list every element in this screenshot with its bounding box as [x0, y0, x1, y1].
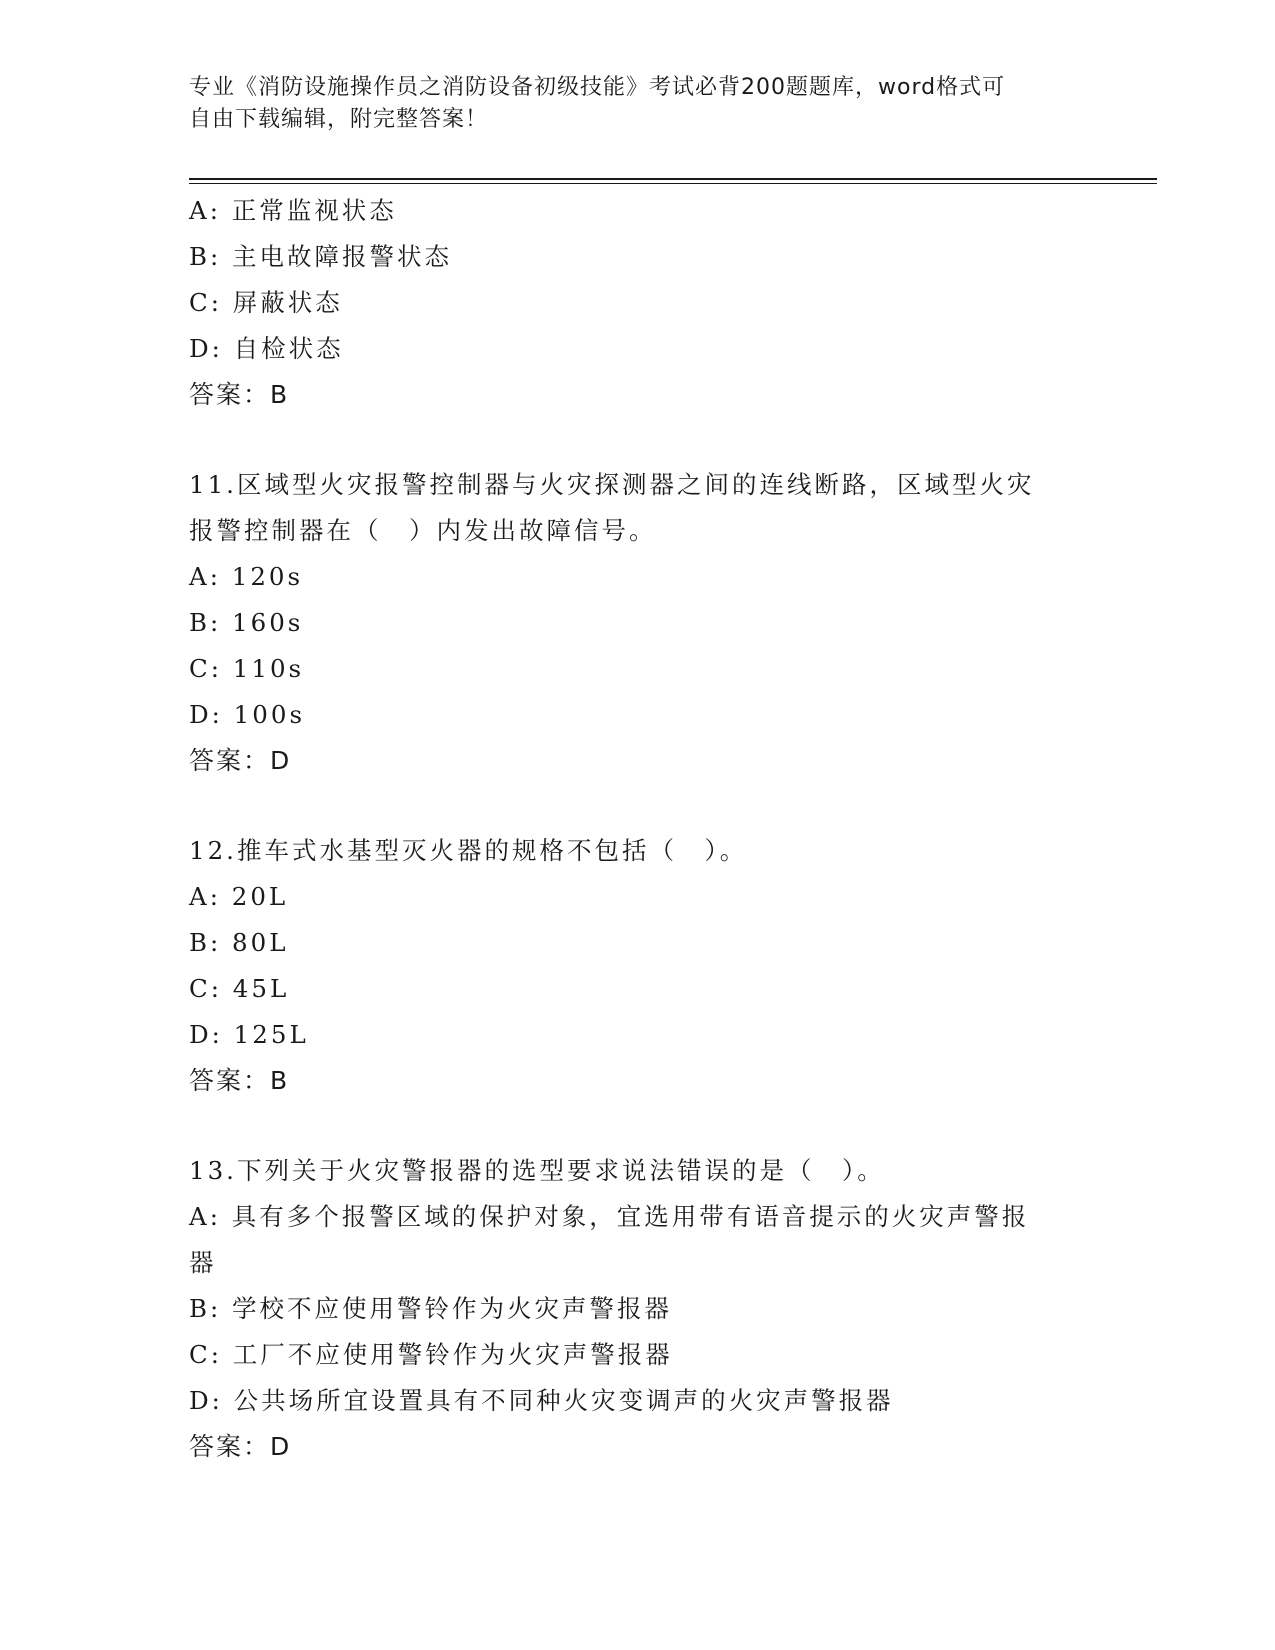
option-c: C: 屏蔽状态: [189, 288, 343, 317]
option-a: A: 正常监视状态: [189, 196, 397, 225]
header-line-1: 专业《消防设施操作员之消防设备初级技能》考试必背200题题库，word格式可: [189, 75, 1006, 100]
option-d: D: 自检状态: [189, 334, 344, 363]
spacer: [189, 418, 1089, 462]
question-11: [189, 462, 1089, 784]
question-13: [189, 1148, 1089, 1470]
option-a: A: 120s: [189, 562, 304, 591]
spacer: [189, 1104, 1089, 1148]
option-d: D: 125L: [189, 1020, 309, 1049]
header-line-2: 自由下载编辑，附完整答案！: [189, 107, 489, 132]
option-a: A: 20L: [189, 882, 289, 911]
question-text-line-2: 报警控制器在（ ）内发出故障信号。: [189, 516, 657, 545]
option-c: C: 工厂不应使用警铃作为火灾声警报器: [189, 1340, 673, 1369]
option-a-line-1: A: 具有多个报警区域的保护对象，宜选用带有语音提示的火灾声警报: [189, 1202, 1030, 1231]
question-12: [189, 828, 1089, 1104]
question-list: [189, 188, 1089, 1470]
option-b: B: 学校不应使用警铃作为火灾声警报器: [189, 1294, 673, 1323]
option-d: D: 公共场所宜设置具有不同种火灾变调声的火灾声警报器: [189, 1386, 894, 1415]
header-divider-thin: [189, 183, 1157, 184]
spacer: [189, 784, 1089, 828]
answer-line: 答案：B: [189, 1066, 290, 1095]
question-text-line-1: 13.下列关于火灾警报器的选型要求说法错误的是（ ）。: [189, 1156, 885, 1185]
option-d: D: 100s: [189, 700, 306, 729]
document-header: [189, 72, 1089, 136]
answer-line: 答案：D: [189, 1432, 292, 1461]
option-b: B: 主电故障报警状态: [189, 242, 453, 271]
question-10: [189, 188, 1089, 418]
option-b: B: 80L: [189, 928, 289, 957]
header-divider-thick: [189, 178, 1157, 180]
answer-line: 答案：B: [189, 380, 290, 409]
question-text-line-1: 12.推车式水基型灭火器的规格不包括（ ）。: [189, 836, 748, 865]
option-c: C: 110s: [189, 654, 305, 683]
option-a-line-2: 器: [189, 1248, 217, 1277]
answer-line: 答案：D: [189, 746, 292, 775]
option-c: C: 45L: [189, 974, 290, 1003]
option-b: B: 160s: [189, 608, 304, 637]
question-text-line-1: 11.区域型火灾报警控制器与火灾探测器之间的连线断路，区域型火灾: [189, 470, 1035, 499]
